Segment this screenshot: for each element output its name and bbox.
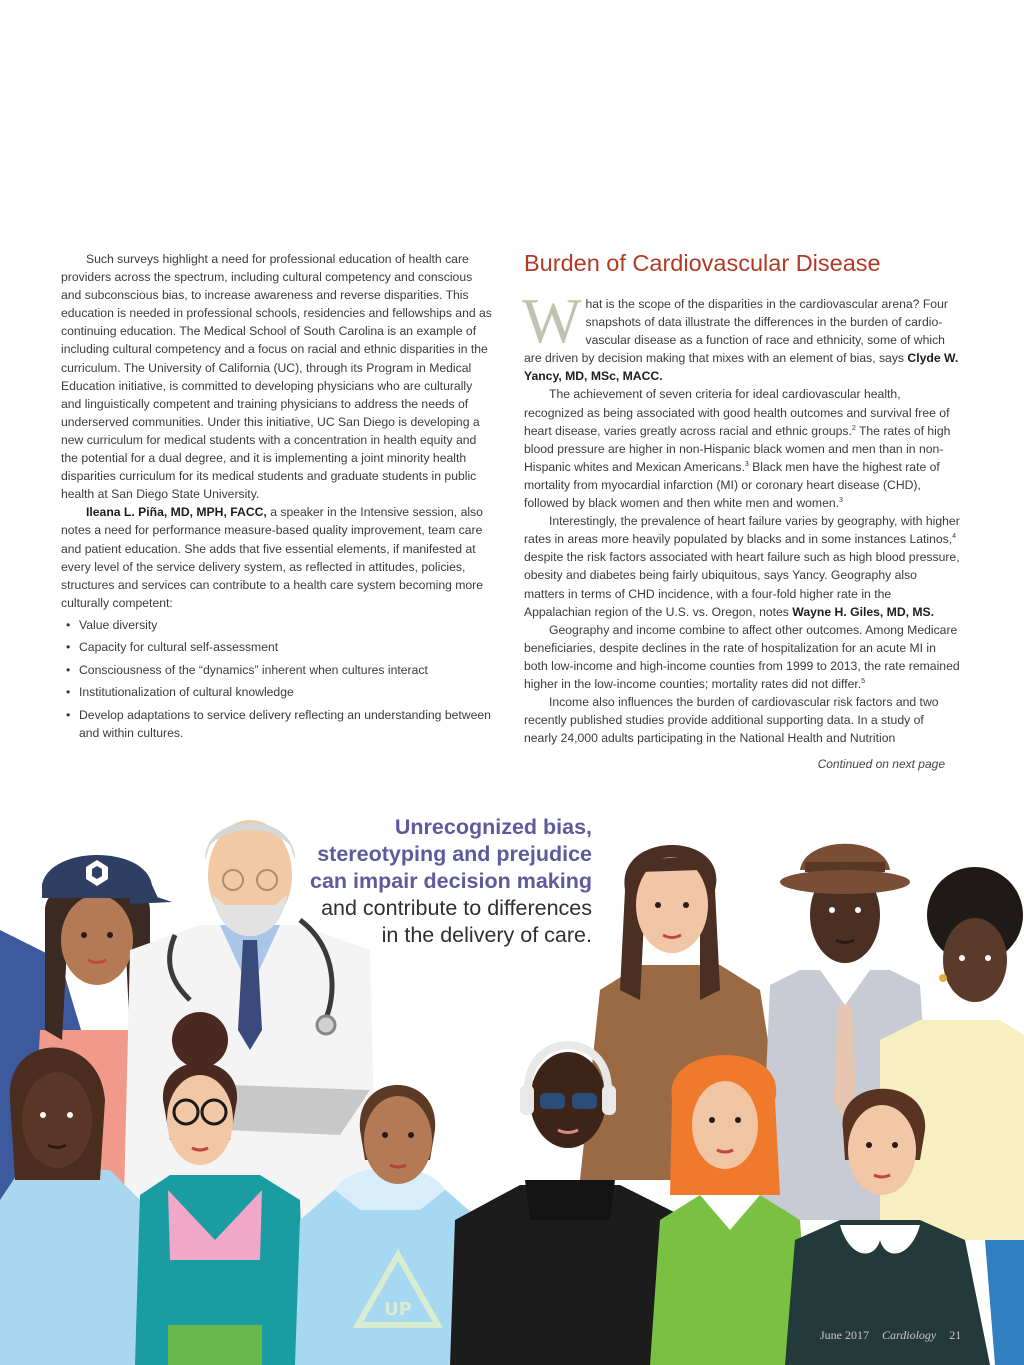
footnote-ref: 5 bbox=[861, 677, 866, 685]
right-paragraph-3 bbox=[524, 512, 960, 621]
left-paragraph-2 bbox=[61, 503, 494, 612]
continued-note: Continued on next page bbox=[817, 757, 945, 772]
right-paragraph-2 bbox=[524, 385, 960, 512]
footnote-ref: 4 bbox=[952, 533, 957, 541]
pull-quote-line: Unrecognized bias, bbox=[394, 815, 592, 839]
speaker-name-giles: Wayne H. Giles, MD, MS. bbox=[792, 604, 935, 619]
page-number: 21 bbox=[949, 1328, 962, 1342]
person-edge-right bbox=[985, 1240, 1024, 1365]
drop-cap: W bbox=[522, 286, 582, 356]
pull-quote bbox=[310, 814, 592, 949]
footnote-ref: 3 bbox=[839, 496, 843, 504]
pull-quote-line: stereotyping and prejudice bbox=[317, 842, 592, 866]
section-title: Burden of Cardiovascular Disease bbox=[524, 250, 881, 276]
text-span: The achievement of seven criteria for ideal cardiovascular health, recognized as being associated with good health outcomes and survival free of heart disease, varies greatly across racial and ethnic groups. bbox=[524, 387, 950, 438]
right-column bbox=[524, 248, 960, 773]
text-span: Interestingly, the prevalence of heart failure varies by geography, with higher rates in areas more heavily populated by blacks and in some instances Latinos, bbox=[524, 514, 960, 547]
text-span: The rates of high blood pressure are higher in non-Hispanic black women and men than in non-Hispanic whites and Mexican Americans. bbox=[524, 423, 951, 474]
text-span: Black men have the highest rate of mortality from myocardial infarction (MI) or coronary heart disease (CHD), followed by black women and then white men and women. bbox=[524, 459, 940, 511]
issue-date: June 2017 bbox=[820, 1328, 869, 1342]
right-paragraph-4 bbox=[524, 621, 960, 693]
speaker-name-yancy: Clyde W. Yancy, MD, MSc, MACC. bbox=[524, 351, 959, 384]
left-paragraph-1: Such surveys highlight a need for professional education of health care providers across the spectrum, including cultural competency and conscious and subconscious bias, to increase awareness and reverse disparities. This education is needed in professional schools, residencies and fellowships and as continuing education. The Medical School of South Carolina is an example of including cultural competency and a focus on racial and ethnic disparities in the curriculum. The University of California (UC), through its Program in Medical Education initiative, is committed to developing physicians who are culturally and linguistically competent and training physicians to address the needs of underserved communities. Under this initiative, UC San Diego is developing a new curriculum for medical students with a concentration in health equity and the potential for a dual degree, and it is implementing a joint minority health disparities curriculum for its medical students and graduate students in public health at San Diego State University. bbox=[61, 252, 492, 502]
list-item: • Consciousness of the “dynamics” inherent when cultures interact bbox=[61, 661, 494, 679]
pull-quote-line: can impair decision making bbox=[310, 869, 592, 893]
text-span: Geography and income combine to affect other outcomes. Among Medicare beneficiaries, despite declines in the rate of hospitalization for an acute MI in both low-income and high-income counties from 1999 to 2013, the rate remained higher in the low-income counties; mortality rates did not differ. bbox=[524, 622, 960, 691]
list-item: • Develop adaptations to service delivery reflecting an understanding between and within cultures. bbox=[61, 706, 494, 742]
right-paragraph-5: Income also influences the burden of cardiovascular risk factors and two recently published studies provide additional supporting data. In a study of nearly 24,000 adults participating in the National Health and Nutrition bbox=[524, 695, 939, 746]
footnote-ref: 3 bbox=[744, 460, 749, 468]
left-paragraph-2-text: a speaker in the Intensive session, also notes a need for performance measure-based quality improvement, team care and patient education. She adds that five essential elements, if manifested at every level of the service delivery system, as reflected in attitudes, policies, structures and services can contribute to a health care system becoming more culturally competent: bbox=[61, 505, 484, 610]
list-item: • Institutionalization of cultural knowledge bbox=[61, 683, 494, 701]
left-column bbox=[61, 250, 494, 746]
list-item: • Capacity for cultural self-assessment bbox=[61, 638, 494, 656]
speaker-name-pina: Ileana L. Piña, MD, MPH, FACC, bbox=[86, 505, 267, 520]
page-footer bbox=[820, 1328, 971, 1343]
elements-list bbox=[61, 616, 494, 742]
pull-quote-line: and contribute to differences bbox=[321, 896, 592, 920]
right-paragraph-1 bbox=[522, 286, 960, 385]
pull-quote-line: in the delivery of care. bbox=[381, 923, 592, 947]
text-span: despite the risk factors associated with heart failure such as high blood pressure, obesity and diabetes being fairly ubiquitous, says Yancy. Geography also matters in terms of CHD incidence, with a four-fold higher rate in the Appalachian region of the U.S. vs. Oregon, notes bbox=[524, 550, 960, 619]
right-paragraph-1-text: hat is the scope of the disparities in the cardiovascular arena? Four snapshots of data illustrate the differences in the burden of cardio-vascular disease as a function of race and ethnicity, some of which are driven by decision making that mixes with an element of bias, says bbox=[524, 297, 948, 366]
footnote-ref: 2 bbox=[851, 424, 856, 432]
list-item: • Value diversity bbox=[61, 616, 494, 634]
hoodie-logo-text: UP bbox=[384, 1299, 412, 1320]
magazine-name: Cardiology bbox=[882, 1328, 937, 1342]
